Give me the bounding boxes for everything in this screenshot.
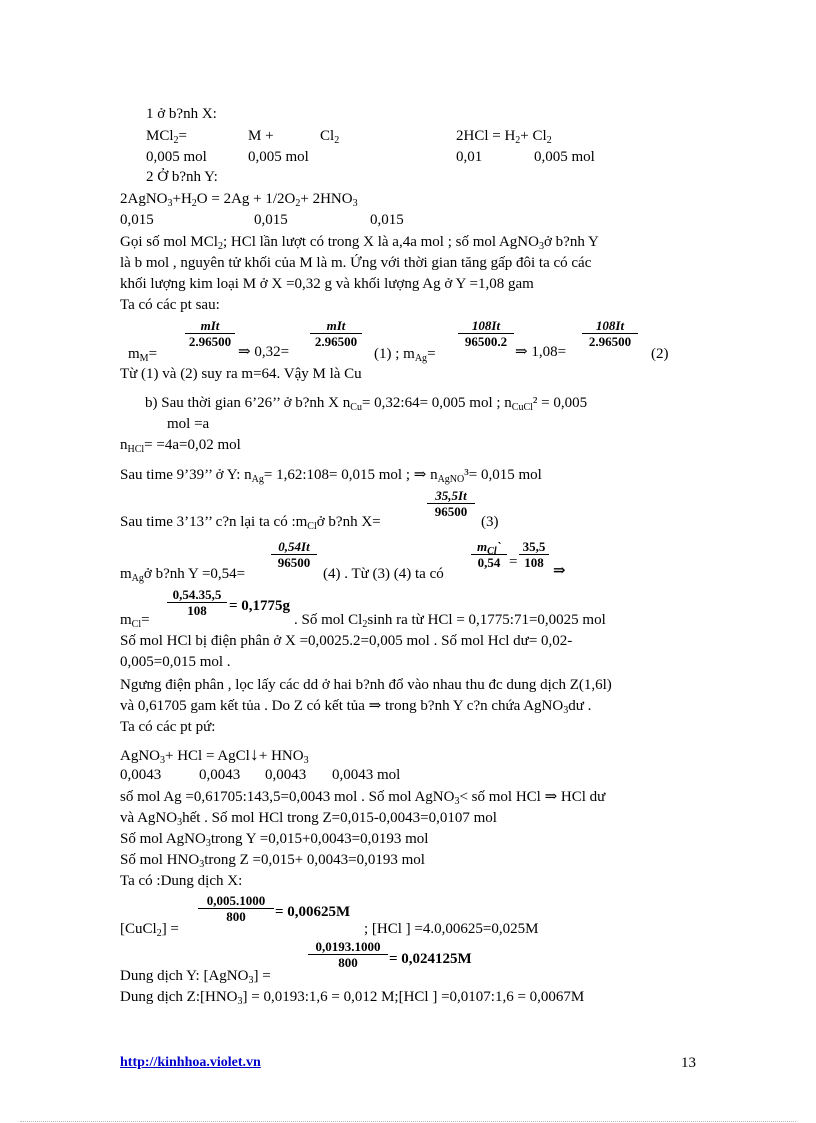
text: MCl [146,128,174,144]
text: m [120,612,132,628]
text: Gọi số mol MCl [120,234,218,250]
subscript: CuCl [511,402,533,413]
subscript: Ag [251,474,264,485]
text: + HCl = AgCl [165,748,250,764]
text: trong Y =0,015+0,0043=0,0193 mol [210,831,429,847]
eq-text [651,345,669,363]
text: 0,005 mol [146,149,207,165]
text: ; HCl lần lượt có trong X là a,4a mol ; số mol AgNO [222,234,539,250]
subscript: M [139,353,149,364]
subscript: 3 [248,975,254,986]
text: ³= 0,015 mol [464,467,542,483]
denominator: 2.96500 [314,334,358,349]
fraction [427,488,475,519]
fraction [310,318,362,349]
subscript: Cl [487,546,497,557]
subscript: Cu [350,402,362,413]
paragraph-line [120,513,381,531]
text: ⇒ 0,32= [238,344,290,360]
text: và AgNO [120,810,178,826]
subscript: 2 [173,135,179,146]
text: (1) ; m [374,346,415,362]
text: Ta có các pt sau: [120,297,220,313]
text: ở b?nh X= [316,514,381,530]
subscript: 2 [362,619,368,630]
denominator: 800 [338,955,358,970]
paragraph-line [145,394,587,412]
text: + HNO [258,748,304,764]
subscript: 3 [352,198,358,209]
paragraph-line [120,653,231,671]
subscript: 2 [156,928,162,939]
text: O = 2Ag + 1/2O [196,191,296,207]
subscript: HCl [127,444,145,455]
text: 2 Ở b?nh Y: [146,169,218,185]
text: 2AgNO [120,191,168,207]
text: số mol Ag =0,61705:143,5=0,0043 mol . Số mol AgNO [120,789,455,805]
text: 0,0043 [265,767,307,783]
paragraph-line [120,788,605,806]
paragraph-line [120,565,245,583]
amounts-y-2 [254,211,288,229]
subscript: 2 [295,198,301,209]
text: 0,005 mol [248,149,309,165]
subscript: AgNO [437,474,465,485]
denominator: 2.96500 [188,334,232,349]
subscript: 2 [334,135,340,146]
numerator: 108It [582,318,638,334]
text: = 0,00625M [275,904,351,920]
amounts-z-4 [332,766,400,784]
text: 0,01 [456,149,483,165]
denominator: 96500 [277,555,311,570]
text: Số mol AgNO [120,831,206,847]
text: [CuCl [120,921,157,937]
fraction [185,318,235,349]
text: < số mol HCl ⇒ HCl dư [459,789,606,805]
text: ² = 0,005 [532,395,588,411]
paragraph-line [120,275,534,293]
text: + Cl [520,128,547,144]
fraction [471,539,507,570]
denominator: 0,54 [477,555,501,570]
text: = 1,62:108= 0,015 mol ; ⇒ n [263,467,438,483]
text: ] = 0,0193:1,6 = 0,012 M;[HCl ] =0,0107:1,6 = 0,0067M [242,989,585,1005]
fraction [308,939,388,970]
text: = [148,346,158,362]
text: 1 ở b?nh X: [146,106,217,122]
text: Dung dịch Y: [AgNO [120,968,249,984]
paragraph-line [120,436,241,454]
text: 0,0043 [199,767,241,783]
subscript: 3 [177,817,183,828]
page-edge-divider [20,1121,796,1122]
text: ⇒ 1,08= [515,344,567,360]
subscript: 3 [563,705,569,716]
subscript: 3 [237,996,243,1007]
text: Sau time 3’13’’ c?n lại ta có :m [120,514,308,530]
subscript: 3 [199,859,205,870]
fraction [198,893,274,924]
numerator: 0,005.1000 [198,893,274,909]
down-arrow-icon: ↓ [249,744,259,764]
subscript: Ag [131,573,144,584]
eq-text [389,950,472,968]
paragraph-line [167,415,209,433]
text: = 0,32:64= 0,005 mol ; n [361,395,512,411]
paragraph-line [120,365,362,383]
amounts-x-1 [146,148,207,166]
reaction-x-cl [320,127,339,145]
text: Số mol HCl bị điện phân ở X =0,0025.2=0,005 mol . Số mol Hcl dư= 0,02- [120,633,573,649]
subscript: 2 [217,241,223,252]
paragraph-line [120,718,215,736]
amounts-x-4 [534,148,595,166]
text: AgNO [120,748,160,764]
text: . Số mol Cl [294,612,363,628]
text: ] = [253,968,271,984]
numerator [471,539,507,555]
paragraph-line [120,611,150,629]
denominator: 800 [226,909,246,924]
text: b) Sau thời gian 6’26’’ ở b?nh X n [145,395,351,411]
eq-text [238,343,289,361]
amounts-z-2 [199,766,240,784]
eq-text [553,562,566,580]
denominator: 96500 [434,504,468,519]
fraction [271,539,317,570]
page-number: 13 [681,1055,696,1071]
paragraph-line [120,676,612,694]
amounts-y-3 [370,211,404,229]
text: Cl [320,128,335,144]
numerator: 35,5It [427,488,475,504]
text: Ta có các pt pứ: [120,719,216,735]
text: và 0,61705 gam kết tủa . Do Z có kết tủa ⇒ trong b?nh Y c?n chứa AgNO [120,698,564,714]
amounts-y-1 [120,211,154,229]
subscript: Ag [414,353,428,364]
subscript: 3 [205,838,211,849]
reaction-z [120,745,309,765]
text: ở b?nh Y [543,234,599,250]
fraction [167,587,227,618]
text: (4) . Từ (3) (4) ta có [323,566,444,582]
paragraph-line [120,296,220,314]
eq-text [481,513,499,531]
eq-text [374,345,436,363]
text: = [141,612,150,628]
subscript: 3 [303,755,309,766]
text: khối lượng kim loại M ở X =0,32 g và khối lượng Ag ở Y =1,08 gam [120,276,534,292]
subscript: 3 [167,198,173,209]
eq-text [229,597,290,615]
eq-mm [128,345,157,363]
heading-part-2 [146,168,218,186]
text: (2) [651,346,669,362]
numerator: 108It [458,318,514,334]
text: = [178,128,187,144]
text: Từ (1) và (2) suy ra m=64. Vậy M là Cu [120,366,362,382]
text: (3) [481,514,499,530]
numerator: 0,0193.1000 [308,939,388,955]
fraction [519,539,549,570]
text: = 0,024125M [389,951,472,967]
subscript: Cl [307,521,317,532]
footer-link[interactable]: http://kinhhoa.violet.vn [120,1055,261,1070]
paragraph-line [120,466,542,484]
subscript: 3 [538,241,544,252]
text: = 0,1775g [229,598,291,614]
subscript: 2 [515,135,521,146]
denominator: 2.96500 [588,334,632,349]
paragraph-line [120,254,591,272]
eq-text: = [509,554,518,570]
text: Dung dịch Z:[HNO [120,989,238,1005]
conc-y [120,967,271,985]
text: M + [248,128,274,144]
text: 0,005=0,015 mol . [120,654,231,670]
paragraph-line [294,611,606,629]
subscript: Cl [131,619,142,630]
paragraph-line [120,872,242,890]
text: + 2HNO [300,191,353,207]
text: là b mol , nguyên tử khối của M là m. Ứng với thời gian tăng gấp đôi ta có các [120,255,592,271]
text: m [477,539,488,554]
paragraph-line [120,830,428,848]
text: Sau time 9’39’’ ở Y: n [120,467,252,483]
amounts-z-3 [265,766,306,784]
reaction-x-m [248,127,274,145]
text: = [427,346,436,362]
numerator: 35,5 [519,539,549,555]
reaction-y [120,190,358,208]
text: 0,015 [254,212,288,228]
reaction-hcl [456,127,552,145]
text: mol =a [167,416,210,432]
paragraph-line [120,233,599,251]
fraction [582,318,638,349]
text: m [128,346,140,362]
denominator: 108 [187,603,207,618]
conc-hcl [364,920,538,938]
eq-text [275,903,350,921]
text: 2HCl = H [456,128,516,144]
numerator: mIt [185,318,235,334]
text: m [120,566,132,582]
amounts-z-1 [120,766,161,784]
numerator: 0,54.35,5 [167,587,227,603]
text: 0,015 [370,212,404,228]
heading-part-1 [146,105,217,123]
subscript: 3 [454,796,460,807]
text: sinh ra từ HCl = 0,1775:71=0,0025 mol [367,612,606,628]
conc-z [120,988,584,1006]
numerator: mIt [310,318,362,334]
text: Ta có :Dung dịch X: [120,873,243,889]
denominator: 96500.2 [464,334,508,349]
text: Số mol HNO [120,852,200,868]
paragraph-line [120,632,572,650]
text: Ngưng điện phân , lọc lấy các dd ở hai b?nh đổ vào nhau thu đc dung dịch Z(1,6l) [120,677,612,693]
numerator: 0,54It [271,539,317,555]
text: ` [496,539,501,554]
text: 0,0043 [120,767,162,783]
paragraph-line [120,851,425,869]
subscript: 2 [546,135,552,146]
eq-text [515,343,566,361]
text: hết . Số mol HCl trong Z=0,015-0,0043=0,0107 mol [182,810,497,826]
paragraph-line [120,809,497,827]
text: n [120,437,128,453]
text: trong Z =0,015+ 0,0043=0,0193 mol [204,852,425,868]
amounts-x-3 [456,148,482,166]
text: ; [HCl ] =4.0,00625=0,025M [364,921,539,937]
reaction-x [146,127,187,145]
subscript: 2 [191,198,197,209]
subscript: 3 [160,755,165,766]
text: ⇒ [553,563,566,579]
fraction [458,318,514,349]
text: dư . [568,698,592,714]
conc-x [120,920,179,938]
text: ở b?nh Y =0,54= [143,566,246,582]
denominator: 108 [524,555,544,570]
amounts-x-2 [248,148,309,166]
paragraph-line [120,697,591,715]
text: 0,015 [120,212,154,228]
text: = =4a=0,02 mol [144,437,241,453]
eq-text [323,565,444,583]
text: 0,005 mol [534,149,595,165]
text: 0,0043 mol [332,767,401,783]
text: +H [172,191,192,207]
text: ] = [161,921,179,937]
